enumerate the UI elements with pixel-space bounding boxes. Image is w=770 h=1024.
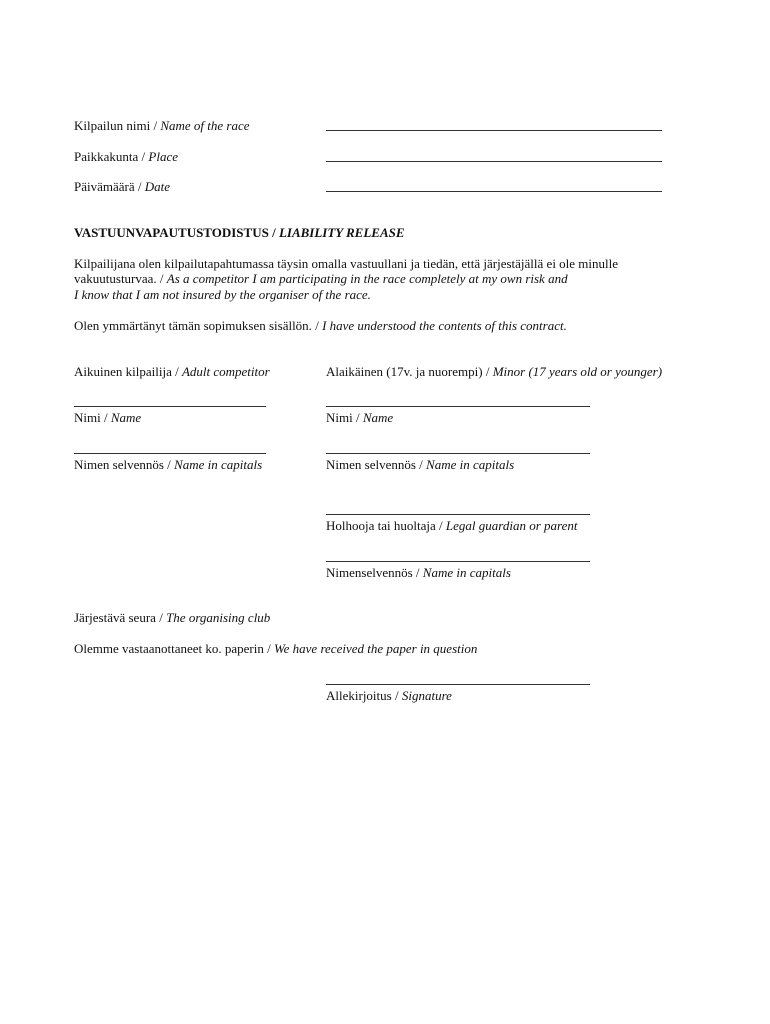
separator: / xyxy=(435,518,446,533)
minor-caps-fi: Nimen selvennös xyxy=(326,457,416,472)
release-text-line-2 xyxy=(74,271,568,287)
date-label-fi: Päivämäärä xyxy=(74,179,135,194)
release-heading xyxy=(74,225,405,241)
race-name-label-fi: Kilpailun nimi xyxy=(74,118,151,133)
place-label-fi: Paikkakunta xyxy=(74,149,142,164)
signature-en: Signature xyxy=(401,688,452,703)
minor-name-field[interactable] xyxy=(326,406,590,407)
release-text-line-3: I know that I am not insured by the organiser of the race. xyxy=(74,287,371,302)
adult-title-en: Adult competitor xyxy=(181,364,270,379)
understood-statement xyxy=(74,318,567,334)
minor-title-en: Minor (17 years old or younger) xyxy=(492,364,663,379)
minor-caps-en: Name in capitals xyxy=(426,457,515,472)
signature-fi: Allekirjoitus xyxy=(326,688,392,703)
minor-title xyxy=(326,364,662,380)
separator: / xyxy=(415,457,427,472)
minor-name-fi: Nimi xyxy=(326,410,353,425)
guardian-caps-field[interactable] xyxy=(326,561,590,562)
minor-name-en: Name xyxy=(362,410,394,425)
separator: / xyxy=(268,225,279,240)
separator: / xyxy=(263,641,274,656)
minor-caps-label xyxy=(326,457,514,473)
understood-fi: Olen ymmärtänyt tämän sopimuksen sisällön. xyxy=(74,318,312,333)
club-fi: Järjestävä seura xyxy=(74,610,156,625)
adult-caps-en: Name in capitals xyxy=(174,457,263,472)
adult-name-field[interactable] xyxy=(74,406,266,407)
guardian-caps-en: Name in capitals xyxy=(422,565,511,580)
adult-name-en: Name xyxy=(110,410,142,425)
guardian-caps-fi: Nimenselvennös xyxy=(326,565,413,580)
separator: / xyxy=(412,565,423,580)
race-name-field[interactable] xyxy=(326,130,662,131)
separator: / xyxy=(391,688,402,703)
minor-title-fi: Alaikäinen (17v. ja nuorempi) xyxy=(326,364,483,379)
separator: / xyxy=(171,364,182,379)
separator: / xyxy=(150,118,161,133)
received-en: We have received the paper in question xyxy=(274,641,478,656)
release-heading-en: LIABILITY RELEASE xyxy=(278,225,405,240)
separator: / xyxy=(352,410,363,425)
minor-name-label xyxy=(326,410,393,426)
signature-label xyxy=(326,688,452,704)
guardian-signature-field[interactable] xyxy=(326,514,590,515)
adult-caps-field[interactable] xyxy=(74,453,266,454)
separator: / xyxy=(163,457,175,472)
club-en: The organising club xyxy=(166,610,271,625)
received-statement xyxy=(74,641,477,657)
minor-caps-field[interactable] xyxy=(326,453,590,454)
adult-caps-label xyxy=(74,457,262,473)
release-text-line-1 xyxy=(74,256,618,272)
guardian-en: Legal guardian or parent xyxy=(445,518,578,533)
date-label-en: Date xyxy=(144,179,171,194)
guardian-fi: Holhooja tai huoltaja xyxy=(326,518,436,533)
adult-name-fi: Nimi xyxy=(74,410,101,425)
place-field[interactable] xyxy=(326,161,662,162)
separator: / xyxy=(156,271,167,286)
place-label xyxy=(74,149,178,165)
adult-title-fi: Aikuinen kilpailija xyxy=(74,364,172,379)
guardian-caps-label xyxy=(326,565,511,581)
date-field[interactable] xyxy=(326,191,662,192)
place-label-en: Place xyxy=(148,149,178,164)
separator: / xyxy=(311,318,323,333)
release-heading-fi: VASTUUNVAPAUTUSTODISTUS xyxy=(74,225,269,240)
release-text-fi-1: Kilpailijana olen kilpailutapahtumassa täysin omalla vastuullani ja tiedän, että järjestäjällä ei ole minulle xyxy=(74,256,619,271)
guardian-label xyxy=(326,518,577,534)
race-name-label-en: Name of the race xyxy=(160,118,250,133)
release-text-fi-2: vakuutusturvaa. xyxy=(74,271,157,286)
release-text-en-1: As a competitor I am participating in the race completely at my own risk and xyxy=(166,271,568,286)
adult-caps-fi: Nimen selvennös xyxy=(74,457,164,472)
separator: / xyxy=(100,410,111,425)
adult-name-label xyxy=(74,410,141,426)
separator: / xyxy=(134,179,145,194)
date-label xyxy=(74,179,170,195)
organising-club-label xyxy=(74,610,270,626)
separator: / xyxy=(141,149,149,164)
race-name-label xyxy=(74,118,250,134)
received-fi: Olemme vastaanottaneet ko. paperin xyxy=(74,641,264,656)
adult-title xyxy=(74,364,270,380)
signature-field[interactable] xyxy=(326,684,590,685)
separator: / xyxy=(155,610,167,625)
separator: / xyxy=(482,364,493,379)
understood-en: I have understood the contents of this contract. xyxy=(322,318,567,333)
